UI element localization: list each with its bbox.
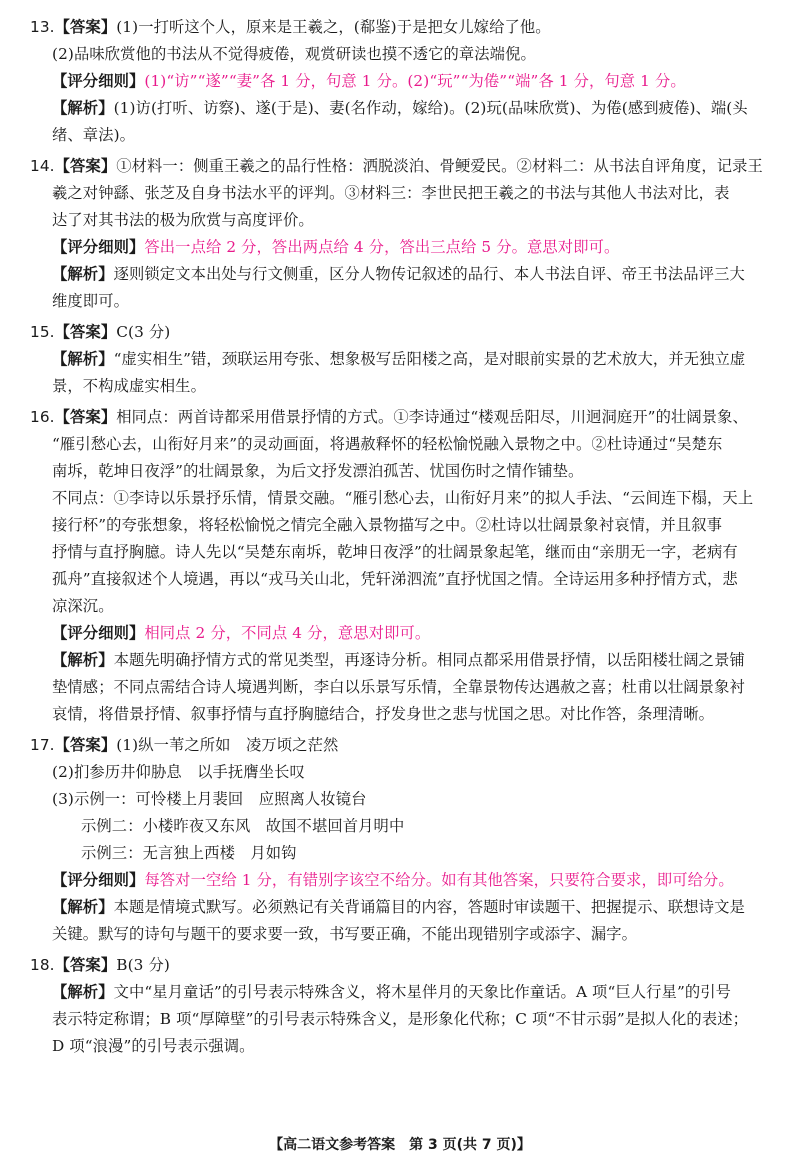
answer-tag: 【答案】 [54,18,117,36]
q14-answer-line-2: 羲之对钟繇、张芝及自身书法水平的评判。③材料三：李世民把王羲之的书法与其他人书法对比，表 [52,184,730,202]
q16-answer-line-3: 南坼，乾坤日夜浮”的壮阔景象，为后文抒发漂泊孤苦、忧国伤时之情作铺垫。 [52,462,584,480]
analysis-text: 本题是情境式默写。必须熟记有关背诵篇目的内容，答题时审读题干、把握提示、联想诗文是 [113,898,745,916]
answer-text: (1)一打听这个人，原来是王羲之，(郗鉴)于是把女儿嫁给了他。 [116,18,551,36]
scoring-tag: 【评分细则】 [52,624,145,642]
q14-analysis-line-2: 维度即可。 [52,292,129,310]
q14-scoring [30,234,782,261]
scoring-text: 每答对一空给 1 分，有错别字该空不给分。如有其他答案，只要符合要求，即可给分。 [144,871,734,889]
q17-answer-line-3: (3)示例一：可怜楼上月裴回 应照离人妆镜台 [52,790,367,808]
answer-tag: 【答案】 [54,956,117,974]
scoring-text: (1)“访”“遂”“妻”各 1 分，句意 1 分。(2)“玩”“为倦”“端”各 1 分，句意 1 分。 [144,72,686,90]
q16-analysis-line-2: 垫情感；不同点需结合诗人境遇判断，李白以乐景写乐情，全靠景物传达遇赦之喜；杜甫以壮阔景象衬 [52,678,745,696]
q17-analysis-line-2: 关键。默写的诗句与题干的要求要一致，书写要正确，不能出现错别字或添字、漏字。 [52,925,638,943]
q18-answer-line-1 [30,952,782,979]
analysis-text: 本题先明确抒情方式的常见类型，再逐诗分析。相同点都采用借景抒情，以岳阳楼壮阔之景铺 [113,651,745,669]
q16-analysis-line-3: 哀情，将借景抒情、叙事抒情与直抒胸臆结合，抒发身世之悲与忧国之思。对比作答，条理清晰。 [52,705,715,723]
question-number: 15. [30,323,55,341]
answer-text: 相同点：两首诗都采用借景抒情的方式。①李诗通过“楼观岳阳尽，川迥洞庭开”的壮阔景象、 [116,408,748,426]
q17-scoring [30,867,782,894]
q18-analysis-line-3: D 项“浪漫”的引号表示强调。 [52,1037,255,1055]
q16-scoring [30,620,782,647]
q16-answer-line-6: 抒情与直抒胸臆。诗人先以“吴楚东南坼，乾坤日夜浮”的壮阔景象起笔，继而由“亲朋无一字，老病有 [52,543,738,561]
page-footer: 【高二语文参考答案 第 3 页(共 7 页)】 [269,1137,531,1153]
question-number: 14. [30,157,55,175]
answer-tag: 【答案】 [54,157,117,175]
analysis-tag: 【解析】 [52,99,114,117]
q16-answer-line-5: 接行杯”的夸张想象，将轻松愉悦之情完全融入景物描写之中。②杜诗以壮阔景象衬哀情，并且叙事 [52,516,722,534]
question-number: 16. [30,408,55,426]
q18-analysis-line-1 [30,979,782,1006]
q13-answer-line-1 [30,14,782,41]
analysis-text: 文中“星月童话”的引号表示特殊含义，将木星伴月的天象比作童话。A 项“巨人行星”的引号 [113,983,732,1001]
q16-answer-line-8: 凉深沉。 [52,597,114,615]
question-17 [30,732,782,948]
q13-analysis-line-1 [30,95,782,122]
q16-answer-line-1 [30,404,782,431]
question-16 [30,404,782,728]
answer-tag: 【答案】 [54,323,117,341]
answer-tag: 【答案】 [54,408,117,426]
analysis-text: (1)访(打听、访察)、遂(于是)、妻(名作动，嫁给)。(2)玩(品味欣赏)、为倦(感到疲倦)、端(头 [113,99,748,117]
analysis-tag: 【解析】 [52,983,114,1001]
q14-answer-line-1 [30,153,782,180]
answer-text: C(3 分) [116,323,171,341]
q16-answer-line-7: 孤舟”直接叙述个人境遇，再以“戎马关山北，凭轩涕泗流”直抒忧国之情。全诗运用多种抒情方式，悲 [52,570,738,588]
answer-text: B(3 分) [116,956,170,974]
question-14 [30,153,782,315]
analysis-tag: 【解析】 [52,651,114,669]
answer-key-page [30,14,782,1064]
q16-answer-line-4: 不同点：①李诗以乐景抒乐情，情景交融。“雁引愁心去，山衔好月来”的拟人手法、“云间连下榻，天上 [52,489,754,507]
analysis-tag: 【解析】 [52,898,114,916]
scoring-tag: 【评分细则】 [52,72,145,90]
q13-analysis-line-2: 绪、章法)。 [52,126,136,144]
q15-answer-line-1 [30,319,782,346]
question-15 [30,319,782,400]
answer-tag: 【答案】 [54,736,117,754]
q16-analysis-line-1 [30,647,782,674]
q13-scoring [30,68,782,95]
scoring-text: 答出一点给 2 分，答出两点给 4 分，答出三点给 5 分。意思对即可。 [144,238,620,256]
q16-answer-line-2: “雁引愁心去，山衔好月来”的灵动画面，将遇赦释怀的轻松愉悦融入景物之中。②杜诗通过“吴楚东 [52,435,723,453]
question-18 [30,952,782,1060]
question-13 [30,14,782,149]
q17-analysis-line-1 [30,894,782,921]
q17-answer-line-1 [30,732,782,759]
question-number: 17. [30,736,55,754]
question-number: 13. [30,18,55,36]
q14-analysis-line-1 [30,261,782,288]
analysis-text: 逐则锁定文本出处与行文侧重，区分人物传记叙述的品行、本人书法自评、帝王书法品评三大 [113,265,745,283]
q15-analysis-line-1 [30,346,782,373]
answer-text: (1)纵一苇之所如 凌万顷之茫然 [116,736,339,754]
scoring-text: 相同点 2 分，不同点 4 分，意思对即可。 [144,624,431,642]
answer-text: ①材料一：侧重王羲之的品行性格：洒脱淡泊、骨鲠爱民。②材料二：从书法自评角度，记录王 [116,157,763,175]
analysis-text: “虚实相生”错，颈联运用夸张、想象极写岳阳楼之高，是对眼前实景的艺术放大，并无独立虚 [113,350,746,368]
q14-answer-line-3: 达了对其书法的极为欣赏与高度评价。 [52,211,314,229]
q15-analysis-line-2: 景，不构成虚实相生。 [52,377,206,395]
q13-answer-line-2: (2)品味欣赏他的书法从不觉得疲倦，观赏研读也摸不透它的章法端倪。 [52,45,536,63]
analysis-tag: 【解析】 [52,350,114,368]
q17-answer-line-5: 示例三：无言独上西楼 月如钩 [81,844,297,862]
q17-answer-line-2: (2)扪参历井仰胁息 以手抚膺坐长叹 [52,763,305,781]
scoring-tag: 【评分细则】 [52,238,145,256]
question-number: 18. [30,956,55,974]
q17-answer-line-4: 示例二：小楼昨夜又东风 故国不堪回首月明中 [81,817,405,835]
q18-analysis-line-2: 表示特定称谓；B 项“厚障壁”的引号表示特殊含义，是形象化代称；C 项“不甘示弱”是拟人化的表述； [52,1010,749,1028]
analysis-tag: 【解析】 [52,265,114,283]
scoring-tag: 【评分细则】 [52,871,145,889]
